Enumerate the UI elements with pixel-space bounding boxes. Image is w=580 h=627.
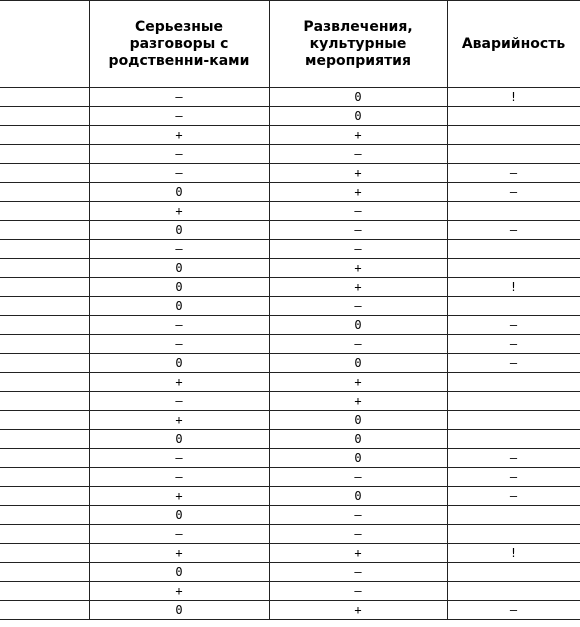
row-label-cell <box>0 240 89 259</box>
row-label-cell <box>0 278 89 297</box>
entertainment-cell: – <box>269 468 447 487</box>
row-label-cell <box>0 183 89 202</box>
table-row <box>0 373 580 392</box>
row-label-cell <box>0 221 89 240</box>
entertainment-cell: – <box>269 335 447 354</box>
serious-talks-cell: – <box>89 468 269 487</box>
row-label-cell <box>0 373 89 392</box>
entertainment-cell: + <box>269 183 447 202</box>
serious-talks-cell: + <box>89 582 269 601</box>
entertainment-cell: 0 <box>269 107 447 126</box>
accident-rate-cell: – <box>447 316 580 335</box>
table-row <box>0 449 580 468</box>
table-row <box>0 145 580 164</box>
header-cell-row-label <box>0 1 89 88</box>
serious-talks-cell: 0 <box>89 278 269 297</box>
table-row <box>0 88 580 107</box>
row-label-cell <box>0 601 89 620</box>
serious-talks-cell: 0 <box>89 297 269 316</box>
serious-talks-cell: + <box>89 126 269 145</box>
row-label-cell <box>0 316 89 335</box>
accident-rate-cell: – <box>447 183 580 202</box>
accident-rate-cell <box>447 126 580 145</box>
serious-talks-cell: + <box>89 411 269 430</box>
entertainment-cell: – <box>269 563 447 582</box>
table-body <box>0 88 580 620</box>
serious-talks-cell: + <box>89 202 269 221</box>
serious-talks-cell: – <box>89 316 269 335</box>
accident-rate-cell <box>447 430 580 449</box>
accident-rate-cell: – <box>447 487 580 506</box>
accident-rate-cell: ! <box>447 88 580 107</box>
accident-rate-cell <box>447 145 580 164</box>
serious-talks-cell: 0 <box>89 259 269 278</box>
table-row <box>0 601 580 620</box>
accident-rate-cell <box>447 506 580 525</box>
entertainment-cell: 0 <box>269 354 447 373</box>
table-row <box>0 335 580 354</box>
row-label-cell <box>0 563 89 582</box>
table-row <box>0 582 580 601</box>
table-row <box>0 430 580 449</box>
entertainment-cell: – <box>269 202 447 221</box>
accident-rate-cell: – <box>447 164 580 183</box>
table-row <box>0 278 580 297</box>
table-row <box>0 487 580 506</box>
entertainment-cell: + <box>269 278 447 297</box>
table-row <box>0 468 580 487</box>
row-label-cell <box>0 392 89 411</box>
serious-talks-cell: 0 <box>89 563 269 582</box>
table-row <box>0 259 580 278</box>
accident-rate-cell: – <box>447 601 580 620</box>
row-label-cell <box>0 449 89 468</box>
serious-talks-cell: 0 <box>89 430 269 449</box>
table-row <box>0 392 580 411</box>
table-row <box>0 411 580 430</box>
accident-rate-cell <box>447 373 580 392</box>
accident-rate-cell <box>447 582 580 601</box>
entertainment-cell: 0 <box>269 487 447 506</box>
header-cell-entertainment: Развлечения, культурные мероприятия <box>269 1 447 88</box>
row-label-cell <box>0 487 89 506</box>
row-label-cell <box>0 468 89 487</box>
header-cell-accident-rate: Аварийность <box>447 1 580 88</box>
serious-talks-cell: 0 <box>89 601 269 620</box>
accident-rate-cell: – <box>447 354 580 373</box>
entertainment-cell: – <box>269 297 447 316</box>
row-label-cell <box>0 145 89 164</box>
entertainment-cell: – <box>269 525 447 544</box>
table-row <box>0 297 580 316</box>
entertainment-cell: + <box>269 544 447 563</box>
serious-talks-cell: – <box>89 240 269 259</box>
entertainment-cell: – <box>269 221 447 240</box>
accident-rate-cell: – <box>447 335 580 354</box>
accident-rate-cell: – <box>447 449 580 468</box>
table-row <box>0 164 580 183</box>
accident-rate-cell <box>447 297 580 316</box>
serious-talks-cell: + <box>89 487 269 506</box>
entertainment-cell: + <box>269 373 447 392</box>
entertainment-cell: – <box>269 240 447 259</box>
accident-rate-cell <box>447 563 580 582</box>
table-row <box>0 183 580 202</box>
accident-rate-cell <box>447 202 580 221</box>
table-row <box>0 316 580 335</box>
accident-rate-cell <box>447 392 580 411</box>
row-label-cell <box>0 164 89 183</box>
header-row <box>0 1 580 88</box>
serious-talks-cell: 0 <box>89 354 269 373</box>
table-row <box>0 354 580 373</box>
entertainment-cell: – <box>269 582 447 601</box>
entertainment-cell: 0 <box>269 88 447 107</box>
serious-talks-cell: – <box>89 392 269 411</box>
table-row <box>0 563 580 582</box>
entertainment-cell: 0 <box>269 449 447 468</box>
row-label-cell <box>0 259 89 278</box>
serious-talks-cell: 0 <box>89 221 269 240</box>
accident-rate-cell: – <box>447 221 580 240</box>
row-label-cell <box>0 544 89 563</box>
table-row <box>0 240 580 259</box>
serious-talks-cell: – <box>89 145 269 164</box>
accident-rate-cell <box>447 525 580 544</box>
accident-rate-cell <box>447 240 580 259</box>
header-cell-serious-talks: Серьезные разговоры с родственни-ками <box>89 1 269 88</box>
table-row <box>0 107 580 126</box>
accident-rate-cell <box>447 107 580 126</box>
entertainment-cell: + <box>269 164 447 183</box>
serious-talks-cell: – <box>89 449 269 468</box>
row-label-cell <box>0 582 89 601</box>
entertainment-cell: + <box>269 392 447 411</box>
accident-rate-cell <box>447 411 580 430</box>
row-label-cell <box>0 107 89 126</box>
row-label-cell <box>0 88 89 107</box>
row-label-cell <box>0 354 89 373</box>
row-label-cell <box>0 297 89 316</box>
row-label-cell <box>0 506 89 525</box>
table-row <box>0 506 580 525</box>
serious-talks-cell: 0 <box>89 506 269 525</box>
row-label-cell <box>0 430 89 449</box>
entertainment-cell: + <box>269 126 447 145</box>
serious-talks-cell: + <box>89 544 269 563</box>
serious-talks-cell: – <box>89 164 269 183</box>
row-label-cell <box>0 525 89 544</box>
serious-talks-cell: – <box>89 107 269 126</box>
entertainment-cell: + <box>269 601 447 620</box>
entertainment-cell: 0 <box>269 411 447 430</box>
entertainment-cell: + <box>269 259 447 278</box>
row-label-cell <box>0 335 89 354</box>
row-label-cell <box>0 202 89 221</box>
entertainment-cell: – <box>269 506 447 525</box>
serious-talks-cell: + <box>89 373 269 392</box>
accident-rate-cell <box>447 259 580 278</box>
entertainment-cell: – <box>269 145 447 164</box>
accident-rate-cell: ! <box>447 278 580 297</box>
serious-talks-cell: 0 <box>89 183 269 202</box>
entertainment-cell: 0 <box>269 316 447 335</box>
serious-talks-cell: – <box>89 525 269 544</box>
accident-rate-cell: ! <box>447 544 580 563</box>
table-header <box>0 1 580 88</box>
row-label-cell <box>0 126 89 145</box>
table-row <box>0 544 580 563</box>
accident-rate-cell: – <box>447 468 580 487</box>
table-row <box>0 126 580 145</box>
serious-talks-cell: – <box>89 335 269 354</box>
entertainment-cell: 0 <box>269 430 447 449</box>
table-row <box>0 221 580 240</box>
row-label-cell <box>0 411 89 430</box>
table-row <box>0 525 580 544</box>
table-row <box>0 202 580 221</box>
serious-talks-cell: – <box>89 88 269 107</box>
